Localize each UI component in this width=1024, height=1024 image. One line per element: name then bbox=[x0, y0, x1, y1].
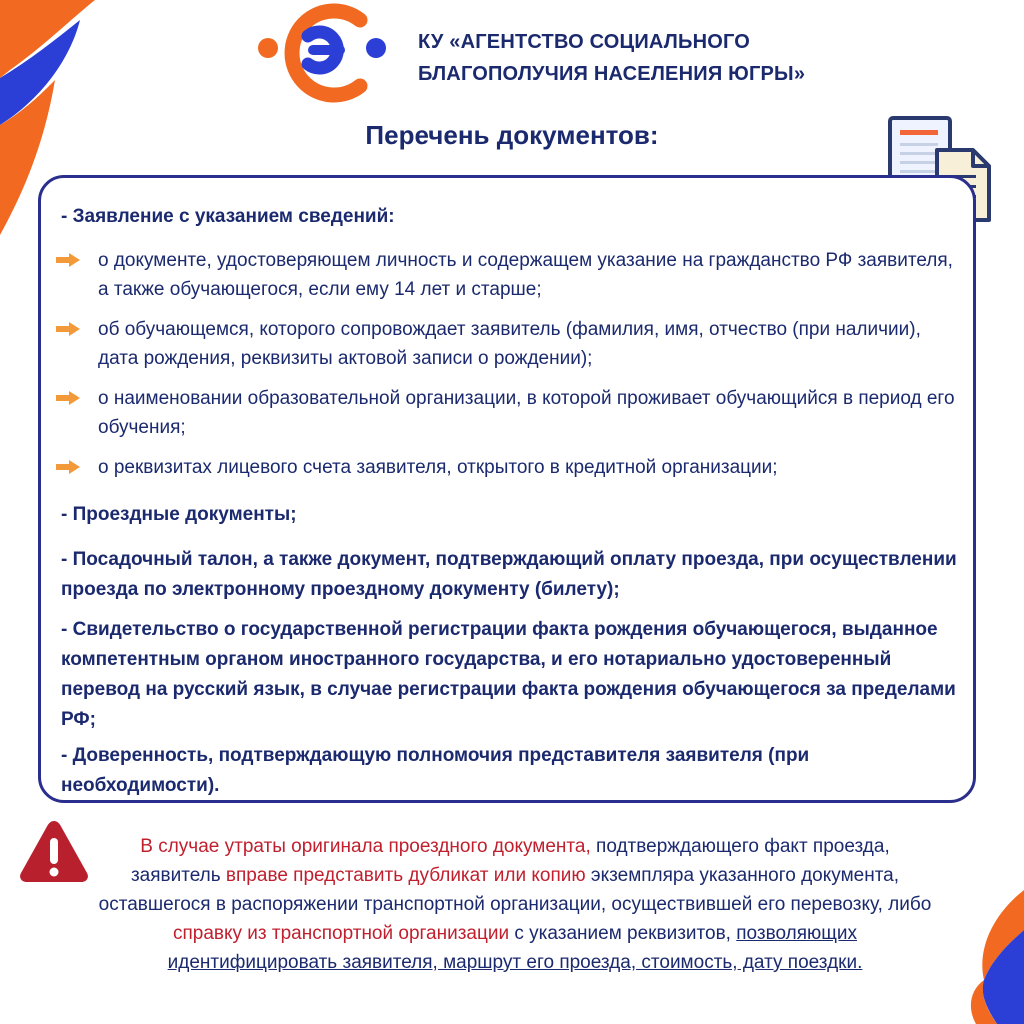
header bbox=[248, 0, 808, 110]
ribbon-decoration-bottom-right bbox=[962, 890, 1024, 1024]
application-block bbox=[61, 202, 961, 493]
arrow-right-icon bbox=[55, 253, 81, 267]
list-item-text: о реквизитах лицевого счета заявителя, открытого в кредитной организации; bbox=[98, 457, 778, 478]
warning-triangle-icon bbox=[18, 818, 90, 884]
list-item bbox=[61, 453, 961, 482]
organization-name-line1: КУ «АГЕНТСТВО СОЦИАЛЬНОГО bbox=[418, 31, 751, 53]
documents-card bbox=[38, 175, 976, 803]
page-title: Перечень документов: bbox=[365, 120, 659, 150]
list-item-text: об обучающемся, которого сопровождает заявитель (фамилия, имя, отчество (при наличии), дата рождения, реквизиты актовой записи о рождении); bbox=[98, 319, 921, 369]
note-text-underlined-7: позволяющих идентифицировать заявителя, маршрут его проезда, стоимость, дату поездки. bbox=[167, 923, 863, 973]
list-item bbox=[61, 315, 961, 373]
organization-name-line2: БЛАГОПОЛУЧИЯ НАСЕЛЕНИЯ ЮГРЫ» bbox=[418, 63, 806, 85]
note-text-2: подтверждающего факт проезда, заявитель bbox=[130, 836, 890, 886]
list-item bbox=[61, 384, 961, 442]
section-power-of-attorney: - Доверенность, подтверждающую полномочия представителя заявителя (при необходимости). bbox=[61, 745, 810, 796]
note-text-4: экземпляра указанного документа, оставшегося в распоряжении транспортной организации, осуществившей его перевозку, либо bbox=[98, 865, 932, 915]
note-text-red-5: справку из транспортной организации bbox=[172, 923, 510, 944]
agency-logo-icon bbox=[248, 0, 393, 110]
arrow-right-icon bbox=[55, 391, 81, 405]
organization-name bbox=[418, 26, 805, 90]
list-item-text: о документе, удостоверяющем личность и содержащем указание на гражданство РФ заявителя, а также обучающегося, если ему 14 лет и старше; bbox=[98, 250, 953, 300]
application-details-list bbox=[61, 246, 961, 482]
section-boarding-pass: - Посадочный талон, а также документ, подтверждающий оплату проезда, при осуществлении проезда по электронному проездному документу (билету); bbox=[61, 549, 957, 600]
arrow-right-icon bbox=[55, 322, 81, 336]
note-text-6: с указанием реквизитов, bbox=[509, 923, 737, 944]
list-item bbox=[61, 246, 961, 304]
lost-ticket-note bbox=[95, 832, 935, 977]
list-item-text: о наименовании образовательной организации, в которой проживает обучающийся в период его обучения; bbox=[98, 388, 955, 438]
note-text-red-1: В случае утраты оригинала проездного документа, bbox=[140, 836, 591, 857]
application-heading: - Заявление с указанием сведений: bbox=[61, 206, 395, 227]
section-travel-documents: - Проездные документы; bbox=[61, 504, 297, 525]
note-text-red-3: вправе представить дубликат или копию bbox=[225, 865, 586, 886]
arrow-right-icon bbox=[55, 460, 81, 474]
section-birth-certificate: - Свидетельство о государственной регистрации факта рождения обучающегося, выданное компетентным органом иностранного государства, и его нотариально удостоверенный перевод на русский язык, в случае регистрации факта рождения обучающегося за пределами РФ; bbox=[61, 619, 956, 730]
